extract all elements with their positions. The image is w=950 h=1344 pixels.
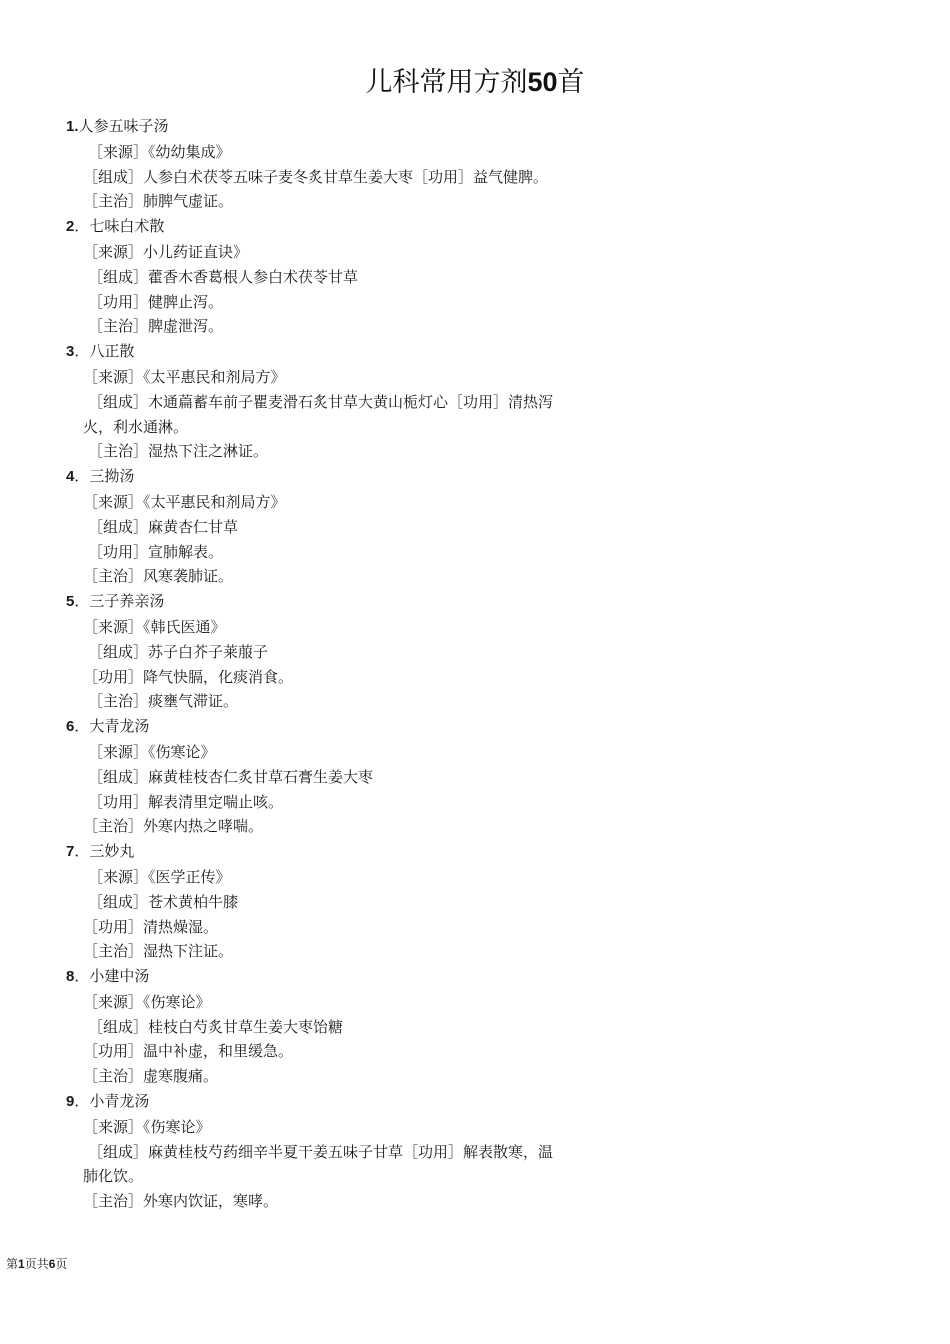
formula-source: ［来源］《伤寒论》 (83, 1117, 211, 1136)
formula-function: ［功用］健脾止泻。 (88, 292, 224, 311)
title-suffix: 首 (557, 67, 585, 98)
formula-number: 1. (66, 118, 79, 135)
formula-function: ［功用］解表清里定喘止咳。 (88, 792, 284, 811)
formula-function: ［功用］清热燥湿。 (83, 917, 219, 936)
formula-name: ．八正散 (74, 342, 135, 361)
formula-heading (66, 964, 646, 990)
formula-indication: ［主治］湿热下注证。 (83, 942, 234, 961)
formula-indication: ［主治］风寒袭肺证。 (83, 567, 234, 586)
formula-indication: ［主治］虚寒腹痛。 (83, 1067, 219, 1086)
formula-number: 8 (66, 968, 75, 986)
formula-source: ［来源］《伤寒论》 (83, 992, 211, 1011)
formula-heading (66, 114, 646, 140)
formula-composition: ［组成］藿香木香葛根人参白术茯苓甘草 (88, 267, 359, 286)
formula-indication: ［主治］湿热下注之淋证。 (88, 442, 269, 461)
formula-composition: ［组成］桂枝白芍炙甘草生姜大枣饴糖 (88, 1017, 344, 1036)
formula-name: 人参五味子汤 (78, 117, 169, 135)
formula-heading (66, 464, 646, 490)
formula-source: ［来源］《伤寒论》 (88, 742, 216, 761)
formula-heading (66, 214, 646, 240)
formula-indication: ［主治］痰壅气滞证。 (88, 692, 239, 711)
formula-name: ．小建中汤 (74, 967, 150, 986)
page-title (0, 62, 950, 103)
formula-name: ．七味白术散 (74, 217, 165, 236)
formula-heading (66, 339, 646, 365)
footer-prefix: 第 (6, 1257, 19, 1271)
formula-composition: ［组成］苏子白芥子莱菔子 (88, 642, 269, 661)
formula-heading (66, 839, 646, 865)
formula-number: 6 (66, 718, 75, 736)
formula-composition: ［组成］木通萹蓄车前子瞿麦滑石炙甘草大黄山栀灯心［功用］清热泻 (88, 392, 554, 411)
page-footer (6, 1256, 67, 1272)
formula-name: ．三拗汤 (74, 467, 135, 486)
formula-composition: ［组成］人参白术茯苓五味子麦冬炙甘草生姜大枣［功用］益气健脾。 (83, 167, 549, 186)
footer-middle: 页共 (24, 1257, 49, 1271)
formula-number: 5 (66, 593, 75, 611)
footer-page-number: 1 (18, 1257, 25, 1271)
formula-function: ［功用］降气快膈，化痰消食。 (83, 667, 294, 686)
formula-heading (66, 589, 646, 615)
formula-composition-continued: 肺化饮。 (83, 1167, 144, 1186)
formula-number: 2 (66, 218, 75, 236)
formula-composition: ［组成］麻黄桂枝杏仁炙甘草石膏生姜大枣 (88, 767, 374, 786)
formula-source: ［来源］《韩氏医通》 (83, 617, 226, 636)
formula-indication: ［主治］外寒内饮证，寒哮。 (83, 1192, 279, 1211)
formula-function: ［功用］温中补虚，和里缓急。 (83, 1042, 294, 1061)
formula-source: ［来源］《医学正传》 (88, 867, 231, 886)
formula-number: 9 (66, 1093, 75, 1111)
formula-number: 4 (66, 468, 75, 486)
formula-name: ．三子养亲汤 (74, 592, 165, 611)
formula-source: ［来源］《太平惠民和剂局方》 (83, 367, 286, 386)
formula-number: 7 (66, 843, 75, 861)
formula-source: ［来源］小儿药证直诀》 (83, 242, 249, 261)
formula-indication: ［主治］肺脾气虚证。 (83, 192, 234, 211)
formula-name: ．小青龙汤 (74, 1092, 150, 1111)
formula-heading (66, 1089, 646, 1115)
formula-number: 3 (66, 343, 75, 361)
formula-composition: ［组成］麻黄桂枝芍药细辛半夏干姜五味子甘草［功用］解表散寒，温 (88, 1142, 554, 1161)
formula-indication: ［主治］外寒内热之哮喘。 (83, 817, 264, 836)
footer-suffix: 页 (55, 1257, 68, 1271)
formula-name: ．大青龙汤 (74, 717, 150, 736)
formula-source: ［来源］《幼幼集成》 (88, 142, 231, 161)
formula-heading (66, 714, 646, 740)
formula-indication: ［主治］脾虚泄泻。 (88, 317, 224, 336)
title-number: 50 (527, 67, 558, 97)
title-text: 儿科常用方剂 (365, 67, 528, 98)
formula-function: ［功用］宣肺解表。 (88, 542, 224, 561)
formula-source: ［来源］《太平惠民和剂局方》 (83, 492, 286, 511)
document-body (66, 114, 646, 1214)
formula-composition-continued: 火，利水通淋。 (83, 417, 189, 436)
formula-composition: ［组成］苍术黄柏牛膝 (88, 892, 239, 911)
formula-composition: ［组成］麻黄杏仁甘草 (88, 517, 239, 536)
footer-total-pages: 6 (48, 1257, 56, 1271)
formula-name: ．三妙丸 (74, 842, 135, 861)
